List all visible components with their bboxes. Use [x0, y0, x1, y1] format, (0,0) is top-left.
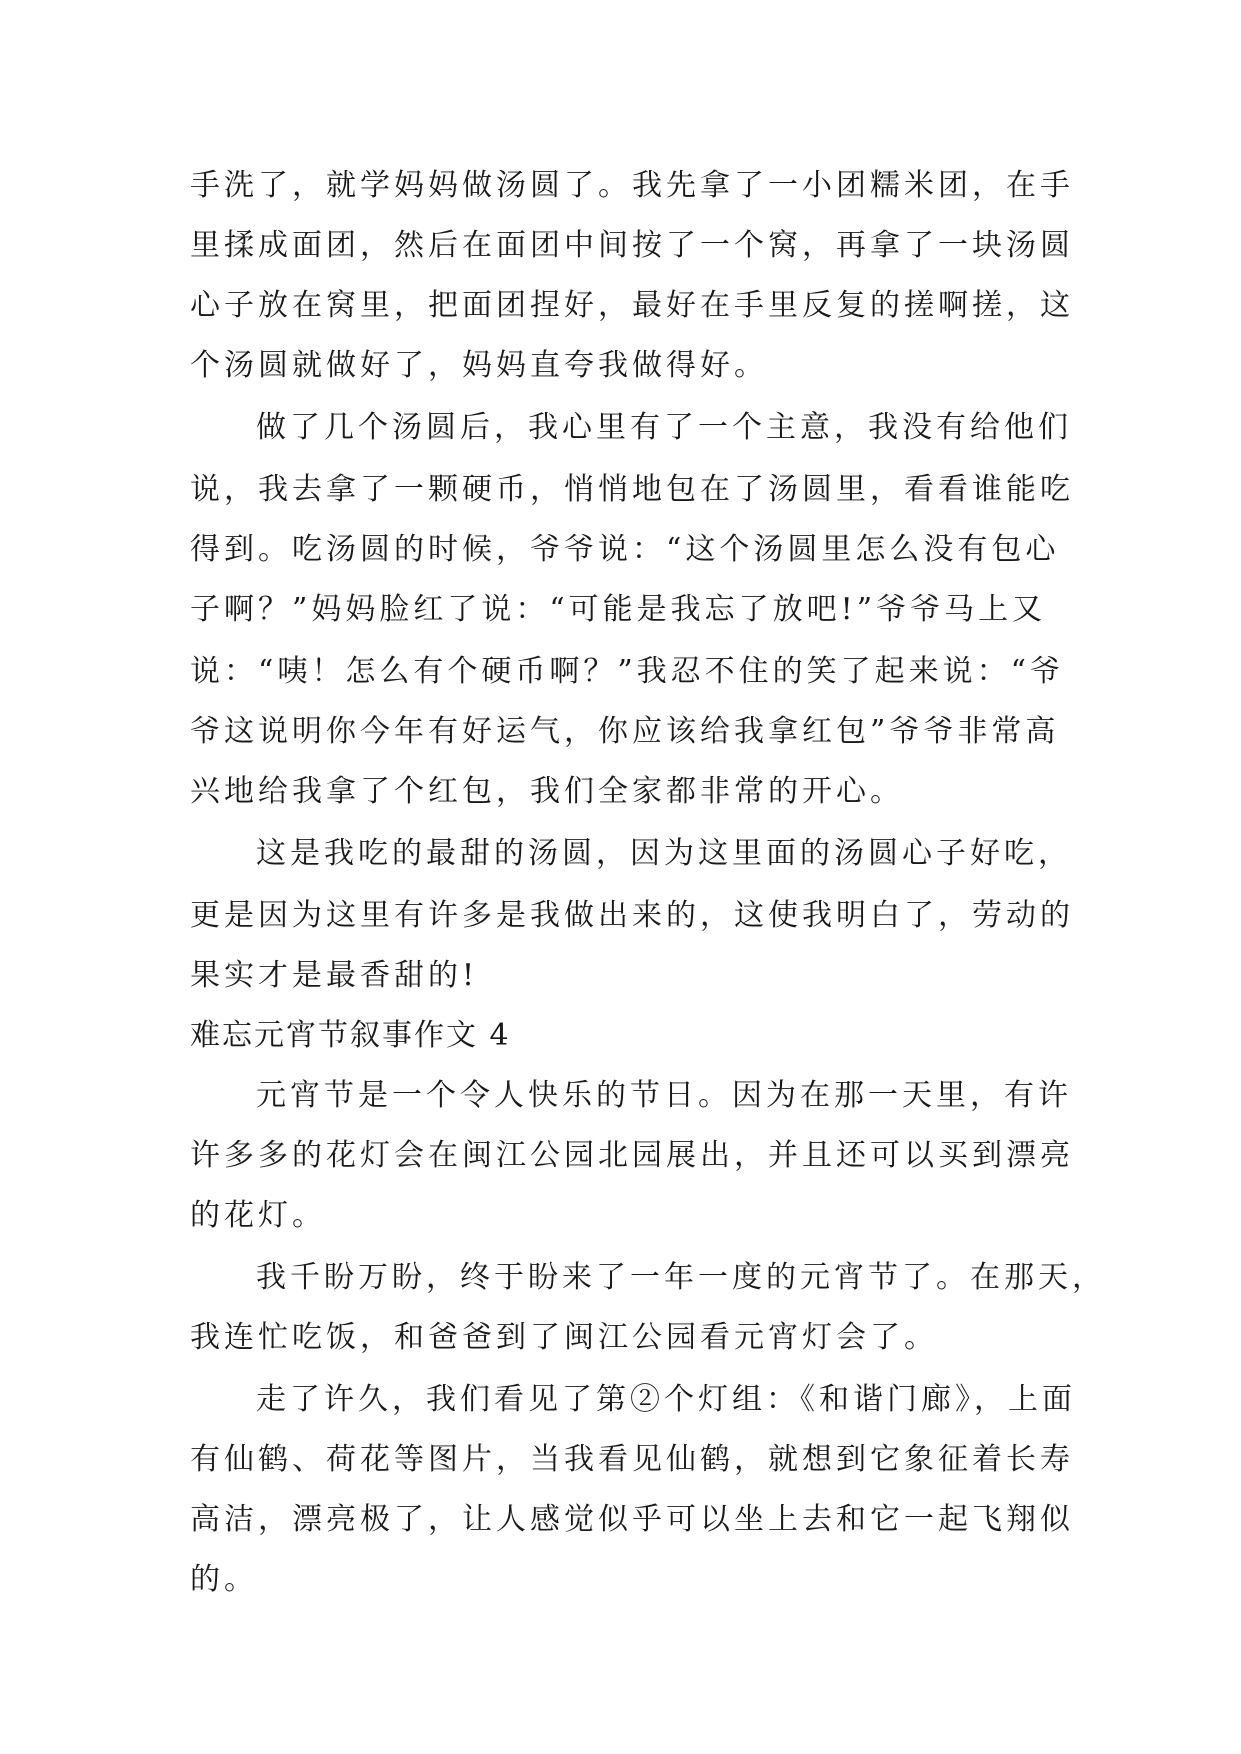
text-line: 个汤圆就做好了，妈妈直夸我做得好。 [190, 348, 768, 383]
text-line: 手洗了，就学妈妈做汤圆了。我先拿了一小团糯米团，在手 [190, 168, 1074, 203]
text-line: 果实才是最香甜的! [190, 958, 479, 993]
text-line: 得到。吃汤圆的时候，爷爷说：“这个汤圆里怎么没有包心 [190, 532, 1060, 567]
text-line: 说，我去拿了一颗硬币，悄悄地包在了汤圆里，看看谁能吃 [190, 472, 1074, 507]
text-line: 心子放在窝里，把面团捏好，最好在手里反复的搓啊搓，这 [190, 288, 1074, 323]
paragraph-first-line: 元宵节是一个令人快乐的节日。因为在那一天里，有许 [256, 1078, 1072, 1113]
text-line: 高洁，漂亮极了，让人感觉似乎可以坐上去和它一起飞翔似 [190, 1502, 1074, 1537]
text-line: 许多多的花灯会在闽江公园北园展出，并且还可以买到漂亮 [190, 1138, 1074, 1173]
text-line: 有仙鹤、荷花等图片，当我看见仙鹤，就想到它象征着长寿 [190, 1442, 1074, 1477]
text-line: 说：“咦！怎么有个硬币啊？”我忍不住的笑了起来说：“爷 [190, 654, 1065, 689]
text-line: 的。 [190, 1562, 258, 1597]
text-line: 里揉成面团，然后在面团中间按了一个窝，再拿了一块汤圆 [190, 228, 1074, 263]
text-line: 爷这说明你今年有好运气，你应该给我拿红包”爷爷非常高 [190, 714, 1060, 749]
text-line: 子啊？”妈妈脸红了说：“可能是我忘了放吧!”爷爷马上又 [190, 592, 1047, 627]
text-line: 兴地给我拿了个红包，我们全家都非常的开心。 [190, 774, 904, 809]
paragraph-first-line: 我千盼万盼，终于盼来了一年一度的元宵节了。在那天， [256, 1260, 1106, 1295]
paragraph-first-line: 走了许久，我们看见了第②个灯组：《和谐门廊》，上面 [256, 1382, 1076, 1417]
section-heading: 难忘元宵节叙事作文 4 [190, 1018, 511, 1053]
paragraph-first-line: 做了几个汤圆后，我心里有了一个主意，我没有给他们 [256, 410, 1072, 445]
text-line: 更是因为这里有许多是我做出来的，这使我明白了，劳动的 [190, 898, 1074, 933]
paragraph-first-line: 这是我吃的最甜的汤圆，因为这里面的汤圆心子好吃， [256, 836, 1072, 871]
text-line: 的花灯。 [190, 1198, 326, 1233]
text-line: 我连忙吃饭，和爸爸到了闽江公园看元宵灯会了。 [190, 1320, 938, 1355]
